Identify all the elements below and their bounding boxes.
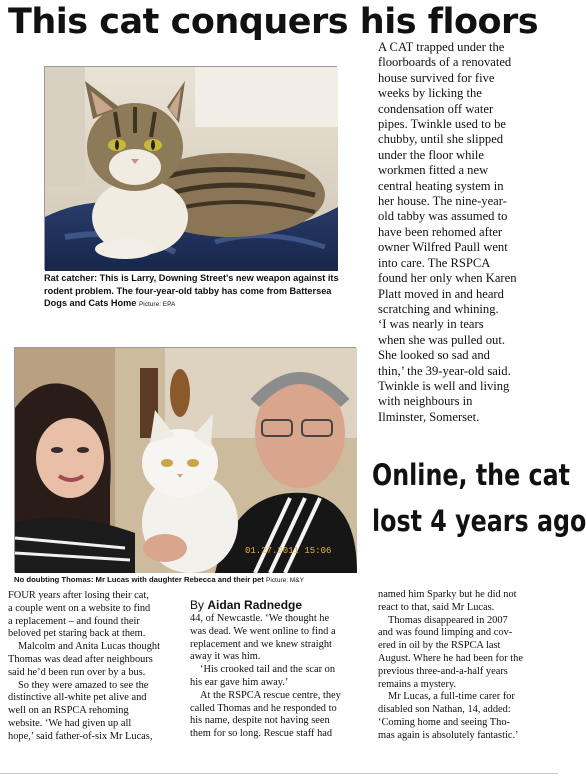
text-line: A CAT trapped under the — [378, 40, 505, 54]
text-line: At the RSPCA rescue centre, they — [200, 689, 341, 701]
text-line: August. Where he had been for the — [378, 652, 523, 664]
byline-prefix: By — [190, 598, 205, 612]
text-line: with neighbours in — [378, 394, 473, 409]
photo-timestamp: 01.27.2011 15:06 — [245, 546, 332, 556]
text-line: his ear gave him away.’ — [190, 676, 289, 688]
text-line: have been rehomed after — [378, 224, 503, 239]
text-line: well on an RSPCA rehoming — [8, 705, 129, 717]
text-line: owner Wilfred Paull went — [378, 240, 508, 255]
text-line: mas again is absolutely fantastic.’ — [378, 729, 519, 741]
text-line: named him Sparky but he did not — [378, 589, 517, 600]
text-line: condensation off water — [378, 101, 494, 116]
text-line: her house. The nine-year- — [378, 194, 507, 209]
text-line: old tabby was assumed to — [378, 209, 508, 224]
photo2-caption — [14, 575, 359, 586]
text-line: Platt moved in and heard — [378, 286, 504, 301]
photo1-caption-text: Rat catcher: This is Larry, Downing Street's new weapon against its rodent problem. The four-year-old tabby has come from Battersea Dogs and Cats Home — [44, 273, 339, 308]
byline — [190, 597, 365, 613]
page-bottom-rule — [0, 773, 558, 774]
text-line: house survived for five — [378, 70, 495, 85]
text-line: Twinkle is well and living — [378, 378, 510, 393]
text-line: beloved pet staring back at them. — [8, 628, 146, 640]
photo2-credit: Picture: M&Y — [266, 577, 304, 584]
text-line: floorboards of a renovated — [378, 55, 512, 70]
text-line: workmen fitted a new — [378, 163, 489, 178]
text-line: Malcolm and Anita Lucas thought — [18, 641, 160, 653]
text-line: pipes. Twinkle used to be — [378, 117, 506, 132]
text-line: ‘His crooked tail and the scar on — [200, 664, 336, 676]
text-line: Thomas was dead after neighbours — [8, 653, 153, 665]
text-line: disabled son Nathan, 14, added: — [378, 704, 511, 716]
text-line: his name, despite not having seen — [190, 715, 330, 727]
text-line: and was found limping and cov- — [378, 627, 513, 639]
text-line: Ilminster, Somerset. — [378, 409, 480, 424]
twinkle-story — [378, 40, 550, 425]
text-line: away it was him. — [190, 651, 261, 663]
text-line: found her only when Karen — [378, 271, 517, 286]
text-line: website. ‘We had given up all — [8, 717, 132, 729]
text-line: was dead. We went online to find a — [190, 625, 336, 637]
family-white-cat-image — [15, 348, 357, 573]
text-line: thin,’ the 39-year-old said. — [378, 363, 511, 378]
text-line: central heating system in — [378, 178, 504, 193]
text-line: ‘I was nearly in tears — [378, 317, 484, 332]
tabby-cat-image — [45, 67, 338, 271]
secondary-headline — [372, 452, 586, 544]
text-line: said he’d been run over by a bus. — [8, 666, 146, 678]
story-column-1 — [8, 590, 178, 744]
secondary-headline-line-2: lost 4 years ago — [372, 504, 586, 538]
larry-cat-photo — [44, 66, 337, 270]
secondary-headline-line-1: Online, the cat — [372, 458, 571, 492]
text-line: a replacement – and found their — [8, 615, 140, 627]
text-line: called Thomas and he responded to — [190, 702, 337, 714]
photo1-credit: Picture: EPA — [138, 301, 176, 308]
text-line: weeks by licking the — [378, 86, 482, 101]
text-line: ered in oil by the RSPCA last — [378, 640, 501, 652]
text-line: hope,’ said father-of-six Mr Lucas, — [8, 730, 153, 742]
lucas-family-photo — [14, 347, 356, 572]
byline-author: Aidan Radnedge — [207, 598, 303, 612]
text-line: ‘Coming home and seeing Tho- — [378, 716, 510, 728]
text-line: 44, of Newcastle. ‘We thought he — [190, 613, 330, 624]
headline: This cat conquers his floors — [8, 2, 539, 42]
story-column-2 — [190, 597, 365, 741]
story-column-2-body — [190, 613, 365, 741]
text-line: previous three-and-a-half years — [378, 665, 508, 677]
text-line: them for so long. Rescue staff had — [190, 728, 333, 740]
text-line: distinctive all-white pet alive and — [8, 692, 147, 704]
text-line: replacement and we knew straight — [190, 638, 332, 650]
text-line: FOUR years after losing their cat, — [8, 590, 149, 601]
photo1-caption — [44, 272, 340, 312]
text-line: chubby, until she slipped — [378, 132, 504, 147]
text-line: Thomas disappeared in 2007 — [388, 614, 508, 626]
text-line: She looked so sad and — [378, 348, 490, 363]
text-line: when she was pulled out. — [378, 332, 505, 347]
text-line: scratching and whining. — [378, 301, 499, 316]
text-line: So they were amazed to see the — [18, 679, 149, 691]
text-line: a couple went on a website to find — [8, 602, 151, 614]
story-column-3 — [378, 589, 550, 743]
text-line: under the floor while — [378, 147, 484, 162]
text-line: into care. The RSPCA — [378, 255, 491, 270]
text-line: remains a mystery. — [378, 678, 457, 690]
photo2-caption-text: No doubting Thomas: Mr Lucas with daughter Rebecca and their pet — [14, 575, 264, 584]
text-line: react to that, said Mr Lucas. — [378, 601, 495, 613]
text-line: Mr Lucas, a full-time carer for — [388, 691, 515, 703]
